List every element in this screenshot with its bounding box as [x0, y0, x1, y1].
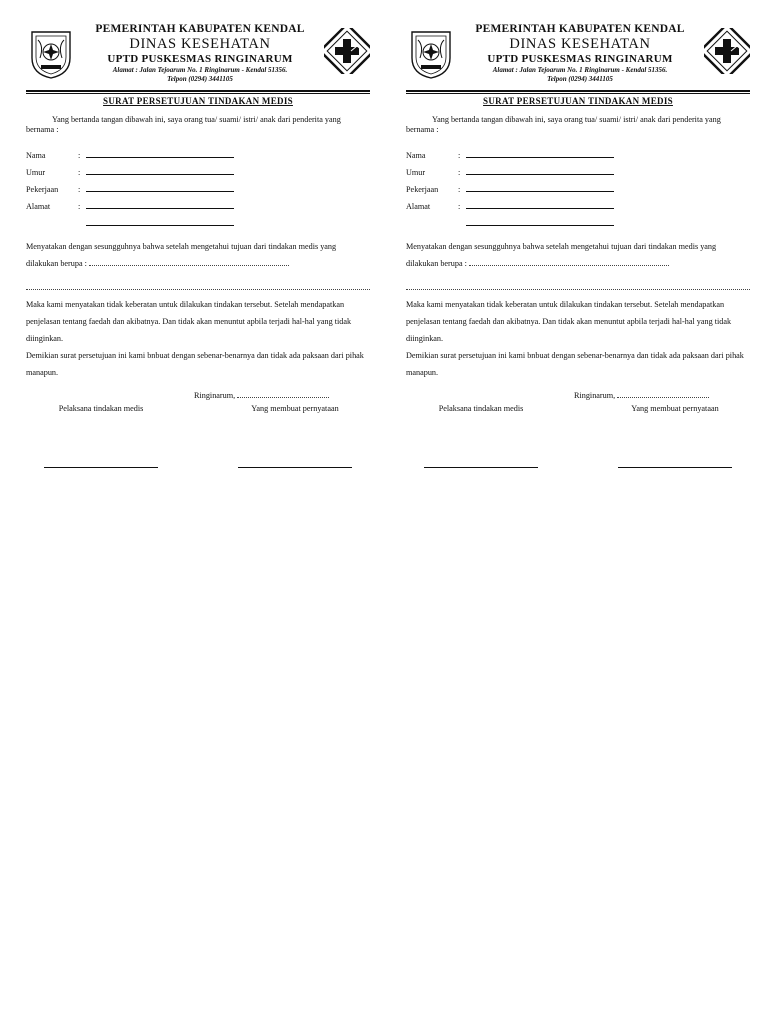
health-cross-icon: [704, 28, 750, 74]
field-label-nama: Nama: [26, 151, 46, 160]
signature-line-declarant[interactable]: [618, 467, 732, 468]
phone-line: Telpon (0294) 3441105: [167, 75, 233, 83]
date-dotted-line[interactable]: [237, 387, 329, 398]
header-rule-thin: [26, 93, 370, 94]
field-umur: [26, 164, 370, 181]
signature-label-medical: Pelaksana tindakan medis: [438, 404, 524, 413]
statement-paragraph: [26, 238, 370, 272]
field-alamat: [406, 198, 750, 215]
closing-paragraph: Demikian surat persetujuan ini kami bnbuat dengan sebenar-benarnya dan tidak ada paksaan dari pihak manapun.: [406, 351, 744, 377]
alamat-blank-line[interactable]: [466, 198, 614, 209]
place-date: [406, 387, 750, 400]
consent-paragraph: Maka kami menyatakan tidak keberatan untuk dilakukan tindakan tersebut. Setelah mendapatkan penjelasan tentang faedah dan akibatnya. Dan tidak akan menuntut apbila terjadi hal-hal yang tidak diinginkan.: [406, 300, 732, 343]
field-umur: [406, 164, 750, 181]
field-nama: [406, 147, 750, 164]
signature-line-medical[interactable]: [44, 467, 158, 468]
signature-label-declarant: Yang membuat pernyataan: [251, 404, 339, 413]
alamat-blank-line-2[interactable]: [86, 215, 234, 226]
form-title: SURAT PERSETUJUAN TINDAKAN MEDIS: [483, 96, 673, 106]
colon: :: [78, 185, 81, 194]
procedure-dotted-line-2[interactable]: [26, 272, 370, 290]
signature-declarant: [600, 404, 750, 468]
statement-paragraph: [406, 238, 750, 272]
statement-text: Menyatakan dengan sesungguhnya bahwa setelah mengetahui tujuan dari tindakan medis yang dilakukan berupa :: [406, 242, 717, 268]
place-label: Ringinarum,: [574, 391, 616, 400]
field-label-pekerjaan: Pekerjaan: [26, 185, 59, 194]
identity-fields: [406, 147, 750, 232]
field-alamat-continued: [406, 215, 750, 232]
letterhead: [26, 18, 370, 94]
pekerjaan-blank-line[interactable]: [86, 181, 234, 192]
letterhead-text: [78, 22, 322, 84]
colon: :: [78, 168, 81, 177]
signature-line-declarant[interactable]: [238, 467, 352, 468]
signature-label-medical: Pelaksana tindakan medis: [58, 404, 144, 413]
signature-medical: [26, 404, 176, 468]
regency-crest-icon: [408, 28, 454, 80]
field-label-alamat: Alamat: [26, 202, 51, 211]
unit-name: UPTD PUSKESMAS RINGINARUM: [487, 53, 673, 65]
consent-form-right: [406, 18, 750, 478]
field-alamat: [26, 198, 370, 215]
intro-paragraph: [406, 115, 750, 135]
field-label-umur: Umur: [406, 168, 426, 177]
signature-line-medical[interactable]: [424, 467, 538, 468]
identity-fields: [26, 147, 370, 232]
header-rule: [26, 90, 370, 92]
intro-text: Yang bertanda tangan dibawah ini, saya orang tua/ suami/ istri/ anak dari penderita yang bernama :: [406, 115, 721, 134]
pekerjaan-blank-line[interactable]: [466, 181, 614, 192]
procedure-dotted-line-2[interactable]: [406, 272, 750, 290]
colon: :: [458, 168, 461, 177]
address-line: Alamat : Jalan Tejoarum No. 1 Ringinarum - Kendal 51356.: [492, 66, 668, 74]
umur-blank-line[interactable]: [466, 164, 614, 175]
field-pekerjaan: [406, 181, 750, 198]
phone-line: Telpon (0294) 3441105: [547, 75, 613, 83]
procedure-dotted-line[interactable]: [469, 255, 669, 266]
health-cross-icon: [324, 28, 370, 74]
department-name: DINAS KESEHATAN: [129, 36, 271, 52]
field-label-umur: Umur: [26, 168, 46, 177]
consent-paragraph: Maka kami menyatakan tidak keberatan untuk dilakukan tindakan tersebut. Setelah mendapatkan penjelasan tentang faedah dan akibatnya. Dan tidak akan menuntut apbila terjadi hal-hal yang tidak diinginkan.: [26, 300, 352, 343]
nama-blank-line[interactable]: [466, 147, 614, 158]
signature-label-declarant: Yang membuat pernyataan: [631, 404, 719, 413]
colon: :: [78, 202, 81, 211]
regency-crest-icon: [28, 28, 74, 80]
colon: :: [458, 151, 461, 160]
department-name: DINAS KESEHATAN: [509, 36, 651, 52]
field-label-nama: Nama: [406, 151, 426, 160]
signature-declarant: [220, 404, 370, 468]
address-line: Alamat : Jalan Tejoarum No. 1 Ringinarum - Kendal 51356.: [112, 66, 288, 74]
field-alamat-continued: [26, 215, 370, 232]
closing-paragraph: Demikian surat persetujuan ini kami bnbuat dengan sebenar-benarnya dan tidak ada paksaan dari pihak manapun.: [26, 351, 364, 377]
signature-medical: [406, 404, 556, 468]
signature-area: [406, 404, 750, 468]
field-label-pekerjaan: Pekerjaan: [406, 185, 439, 194]
place-date: [26, 387, 370, 400]
intro-paragraph: [26, 115, 370, 135]
letterhead-text: [458, 22, 702, 84]
colon: :: [458, 202, 461, 211]
nama-blank-line[interactable]: [86, 147, 234, 158]
alamat-blank-line-2[interactable]: [466, 215, 614, 226]
header-rule: [406, 90, 750, 92]
procedure-dotted-line[interactable]: [89, 255, 289, 266]
field-label-alamat: Alamat: [406, 202, 431, 211]
government-name: PEMERINTAH KABUPATEN KENDAL: [475, 23, 685, 35]
consent-form-left: [26, 18, 370, 478]
government-name: PEMERINTAH KABUPATEN KENDAL: [95, 23, 305, 35]
signature-area: [26, 404, 370, 468]
colon: :: [78, 151, 81, 160]
umur-blank-line[interactable]: [86, 164, 234, 175]
intro-text: Yang bertanda tangan dibawah ini, saya orang tua/ suami/ istri/ anak dari penderita yang bernama :: [26, 115, 341, 134]
place-label: Ringinarum,: [194, 391, 236, 400]
colon: :: [458, 185, 461, 194]
field-nama: [26, 147, 370, 164]
form-title: SURAT PERSETUJUAN TINDAKAN MEDIS: [103, 96, 293, 106]
date-dotted-line[interactable]: [617, 387, 709, 398]
unit-name: UPTD PUSKESMAS RINGINARUM: [107, 53, 293, 65]
statement-text: Menyatakan dengan sesungguhnya bahwa setelah mengetahui tujuan dari tindakan medis yang dilakukan berupa :: [26, 242, 337, 268]
alamat-blank-line[interactable]: [86, 198, 234, 209]
letterhead: [406, 18, 750, 94]
header-rule-thin: [406, 93, 750, 94]
field-pekerjaan: [26, 181, 370, 198]
